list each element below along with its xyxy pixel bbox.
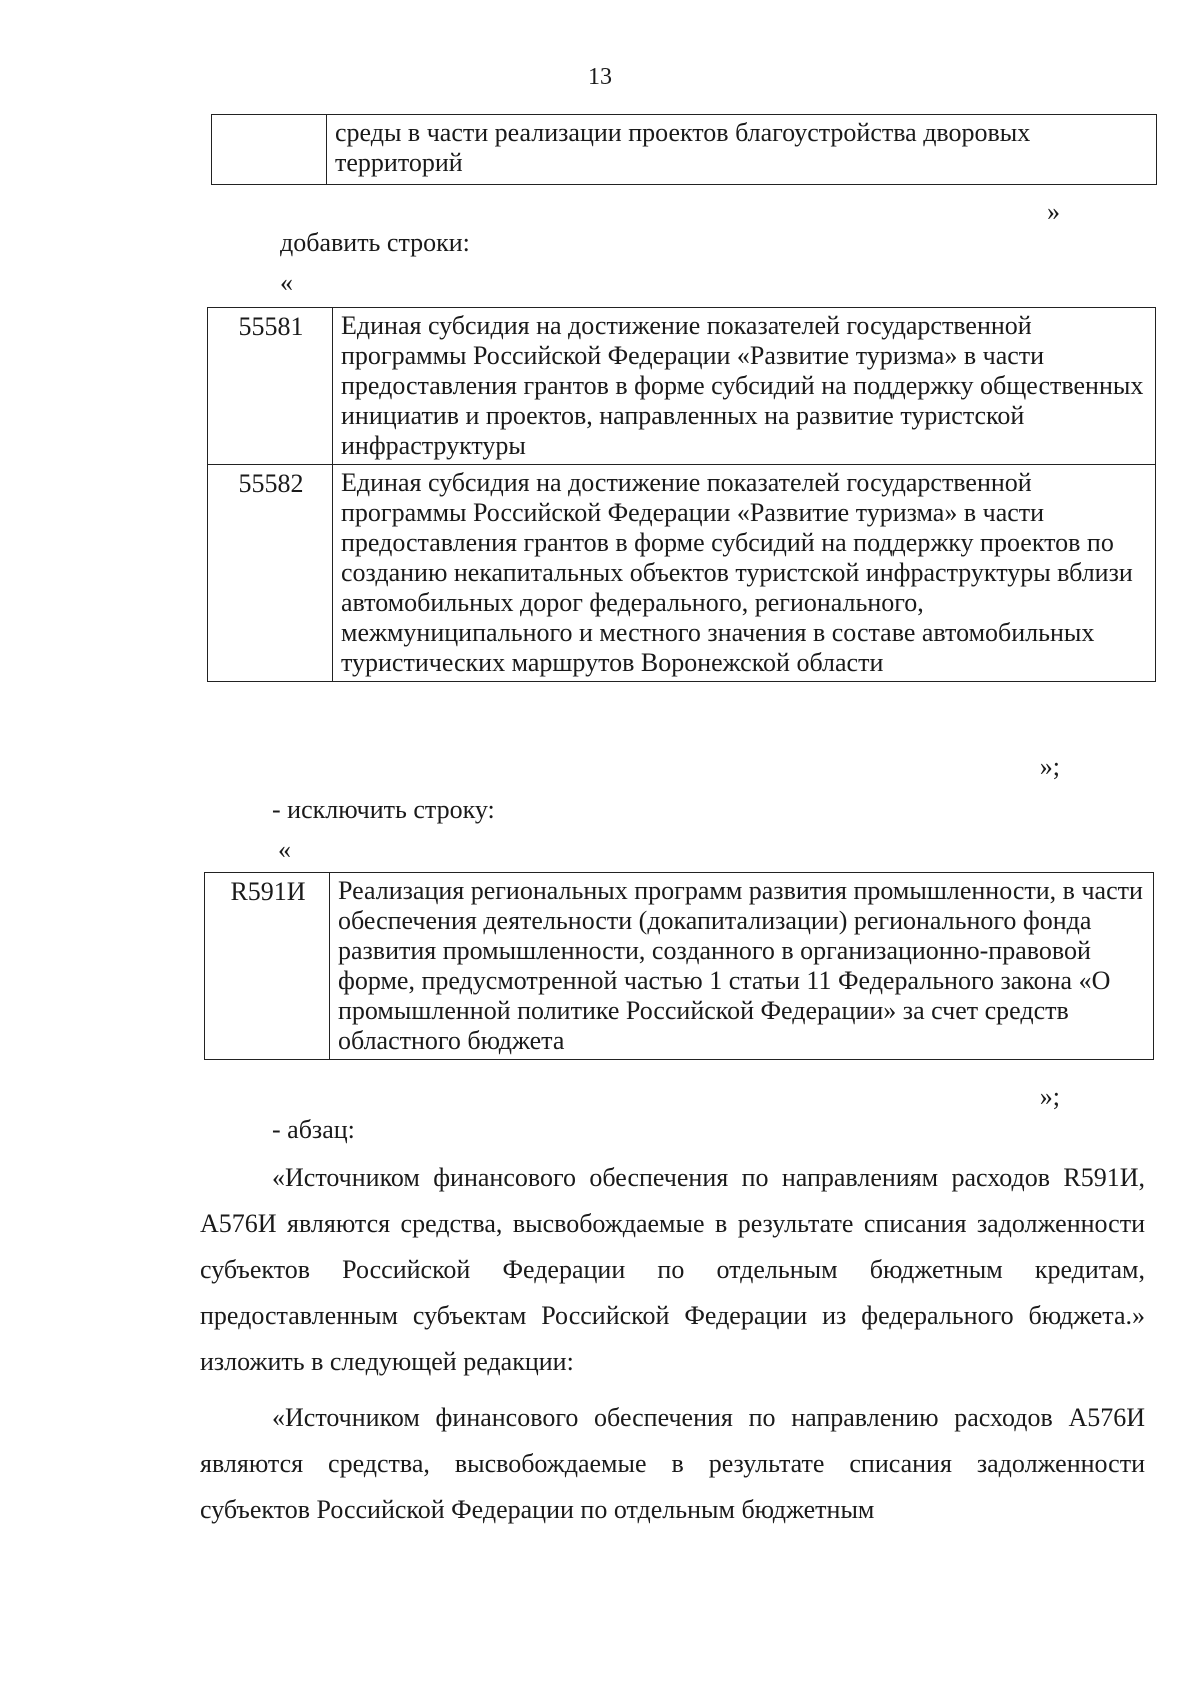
table-text-cell: Единая субсидия на достижение показателей государственной программы Российской Федерации «Развитие туризма» в части предоставления грантов в форме субсидий на поддержку общественных инициатив и проектов, направленных на развитие туристской инфраструктуры xyxy=(333,308,1156,465)
table-text-cell: Единая субсидия на достижение показателей государственной программы Российской Федерации «Развитие туризма» в части предоставления грантов в форме субсидий на поддержку проектов по созданию некапитальных объектов туристской инфраструктуры вблизи автомобильных дорог федерального, регионального, межмуниципального и местного значения в составе автомобильных туристических маршрутов Воронежской области xyxy=(333,465,1156,682)
table-row xyxy=(208,465,1156,682)
paragraph-new-text: «Источником финансового обеспечения по направлению расходов А576И являются средства, высвобождаемые в результате списания задолженности субъектов Российской Федерации по отдельным бюджетным xyxy=(200,1403,1145,1524)
section-intro-paragraph: - абзац: xyxy=(272,1115,355,1144)
closing-quote: »; xyxy=(1039,1082,1060,1111)
table-top xyxy=(211,114,1157,185)
paragraph-new xyxy=(200,1395,1145,1533)
section-intro-remove: - исключить строку: xyxy=(272,795,495,824)
table-code-cell xyxy=(212,115,327,185)
table-row xyxy=(212,115,1157,185)
table-text-cell: Реализация региональных программ развития промышленности, в части обеспечения деятельности (докапитализации) регионального фонда развития промышленности, созданного в организационно-правовой форме, предусмотренной частью 1 статьи 11 Федерального закона «О промышленной политике Российской Федерации» за счет средств областного бюджета xyxy=(330,873,1154,1060)
section-intro-add: добавить строки: xyxy=(280,228,470,257)
table-remove-row xyxy=(204,872,1154,1060)
table-add-rows xyxy=(207,307,1156,682)
table-row xyxy=(208,308,1156,465)
table-row xyxy=(205,873,1154,1060)
opening-quote: « xyxy=(278,835,291,864)
closing-quote: »; xyxy=(1039,752,1060,781)
table-code-cell: R591И xyxy=(205,873,330,1060)
paragraph-old-text: «Источником финансового обеспечения по направлениям расходов R591И, А576И являются средства, высвобождаемые в результате списания задолженности субъектов Российской Федерации по отдельным бюджетным кредитам, предоставленным субъектам Российской Федерации из федерального бюджета.» изложить в следующей редакции: xyxy=(200,1163,1145,1376)
opening-quote: « xyxy=(280,268,293,297)
table-code-cell: 55582 xyxy=(208,465,333,682)
paragraph-old xyxy=(200,1155,1145,1385)
closing-quote: » xyxy=(1047,197,1060,226)
table-code-cell: 55581 xyxy=(208,308,333,465)
page-number: 13 xyxy=(588,64,612,90)
table-text-cell: среды в части реализации проектов благоустройства дворовых территорий xyxy=(327,115,1157,185)
